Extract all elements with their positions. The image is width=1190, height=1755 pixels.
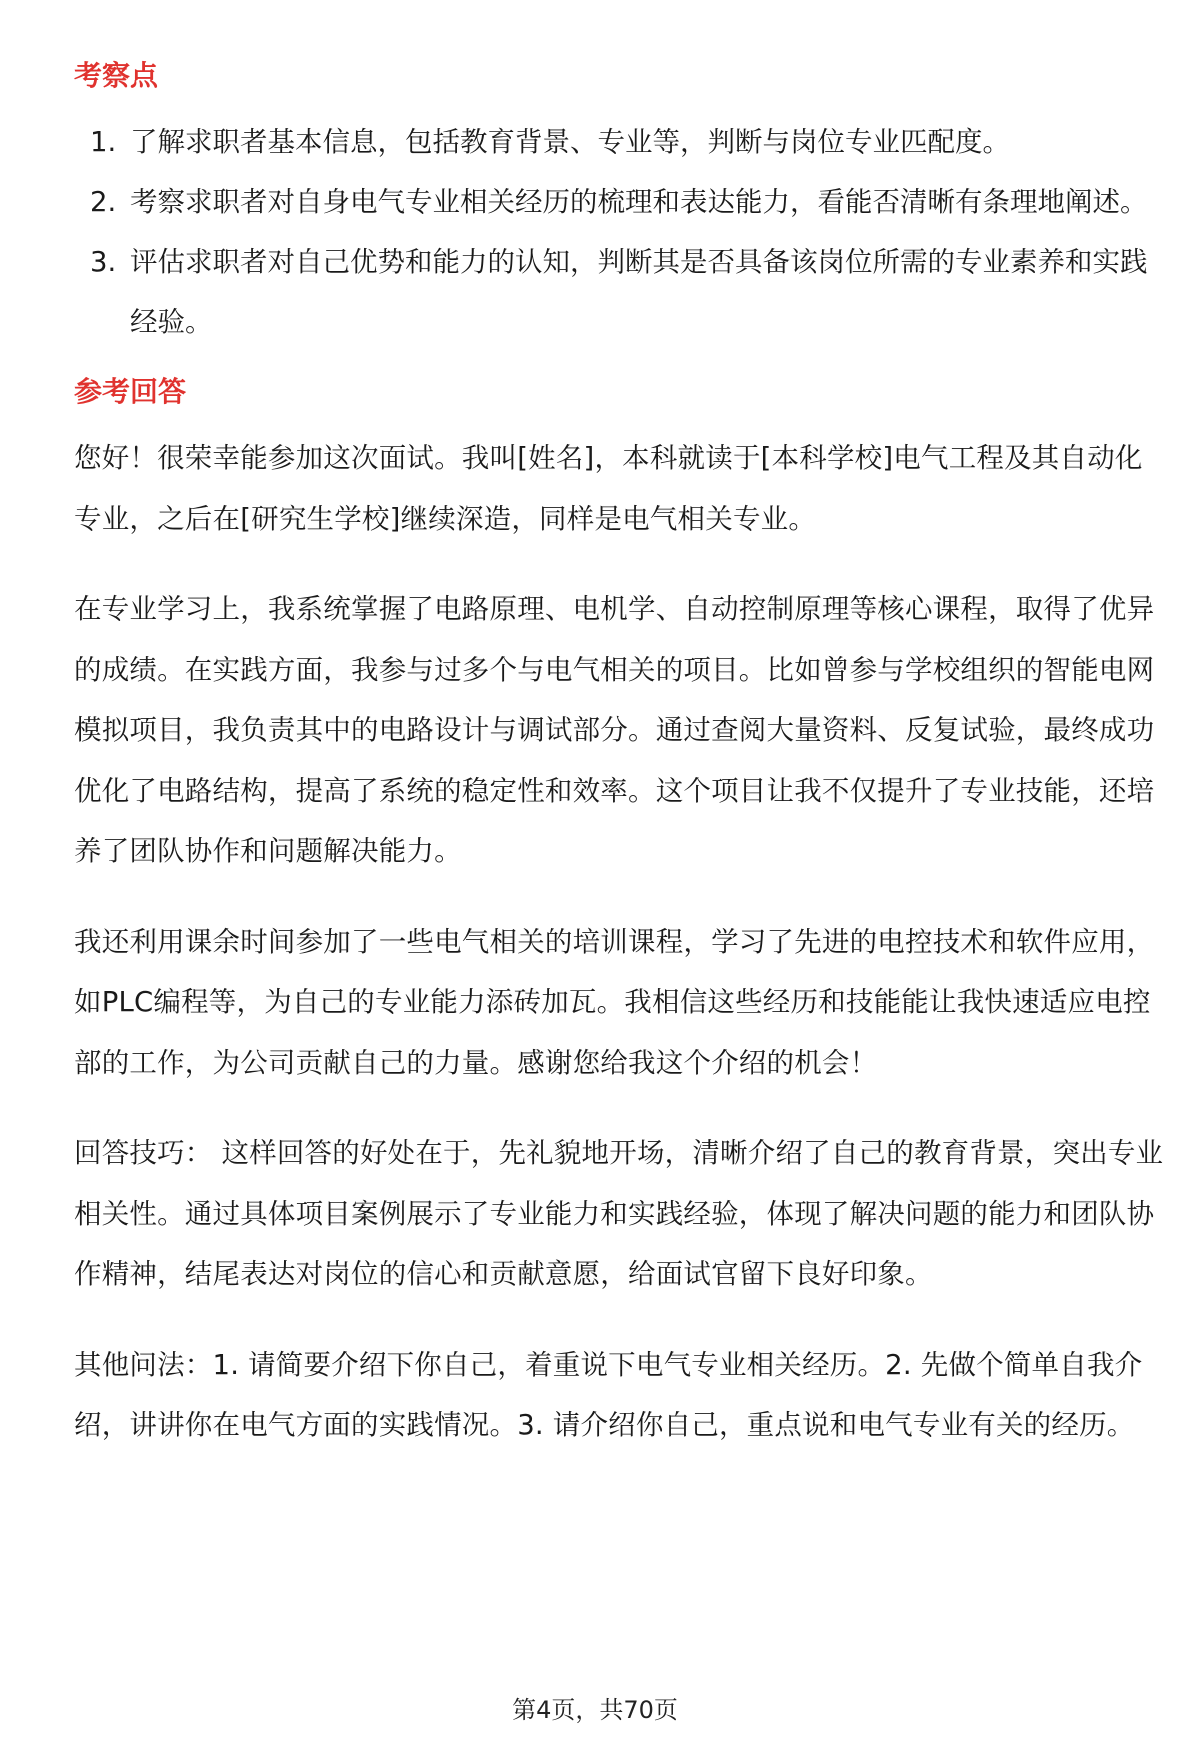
page-number: 第4页，共70页 <box>512 1696 678 1724</box>
answer-heading: 参考回答 <box>74 375 187 408</box>
answer-paragraph-study: 在专业学习上，我系统掌握了电路原理、电机学、自动控制原理等核心课程，取得了优异的成绩。在实践方面，我参与过多个与电气相关的项目。比如曾参与学校组织的智能电网模拟项目，我负责其中的电路设计与调试部分。通过查阅大量资料、反复试验，最终成功优化了电路结构，提高了系统的稳定性和效率。这个项目让我不仅提升了专业技能，还培养了团队协作和问题解决能力。 <box>74 593 1155 867</box>
list-item-text: 考察求职者对自身电气专业相关经历的梳理和表达能力，看能否清晰有条理地阐述。 <box>130 186 1148 218</box>
list-item-number: 2. <box>90 186 117 218</box>
list-item-text: 了解求职者基本信息，包括教育背景、专业等，判断与岗位专业匹配度。 <box>130 126 1010 158</box>
document-page <box>74 40 1164 1486</box>
answer-paragraph-training: 我还利用课余时间参加了一些电气相关的培训课程，学习了先进的电控技术和软件应用，如PLC编程等，为自己的专业能力添砖加瓦。我相信这些经历和技能能让我快速适应电控部的工作，为公司贡献自己的力量。感谢您给我这个介绍的机会！ <box>74 925 1155 1079</box>
answer-tips-paragraph: 回答技巧： 这样回答的好处在于，先礼貌地开场，清晰介绍了自己的教育背景，突出专业相关性。通过具体项目案例展示了专业能力和实践经验，体现了解决问题的能力和团队协作精神，结尾表达对岗位的信心和贡献意愿，给面试官留下良好印象。 <box>74 1137 1164 1290</box>
list-item <box>74 232 1164 352</box>
list-item-number: 3. <box>90 246 117 278</box>
list-item <box>74 112 1164 172</box>
exam-points-heading: 考察点 <box>74 59 159 92</box>
exam-points-list <box>74 112 1164 352</box>
answer-paragraph-intro: 您好！很荣幸能参加这次面试。我叫[姓名]，本科就读于[本科学校]电气工程及其自动化专业，之后在[研究生学校]继续深造，同样是电气相关专业。 <box>74 442 1143 535</box>
other-questions-paragraph: 其他问法：1. 请简要介绍下你自己，着重说下电气专业相关经历。2. 先做个简单自我介绍，讲讲你在电气方面的实践情况。3. 请介绍你自己，重点说和电气专业有关的经历。 <box>74 1348 1143 1441</box>
list-item-number: 1. <box>90 126 117 158</box>
list-item <box>74 172 1164 232</box>
list-item-text: 评估求职者对自己优势和能力的认知，判断其是否具备该岗位所需的专业素养和实践经验。 <box>130 246 1148 338</box>
